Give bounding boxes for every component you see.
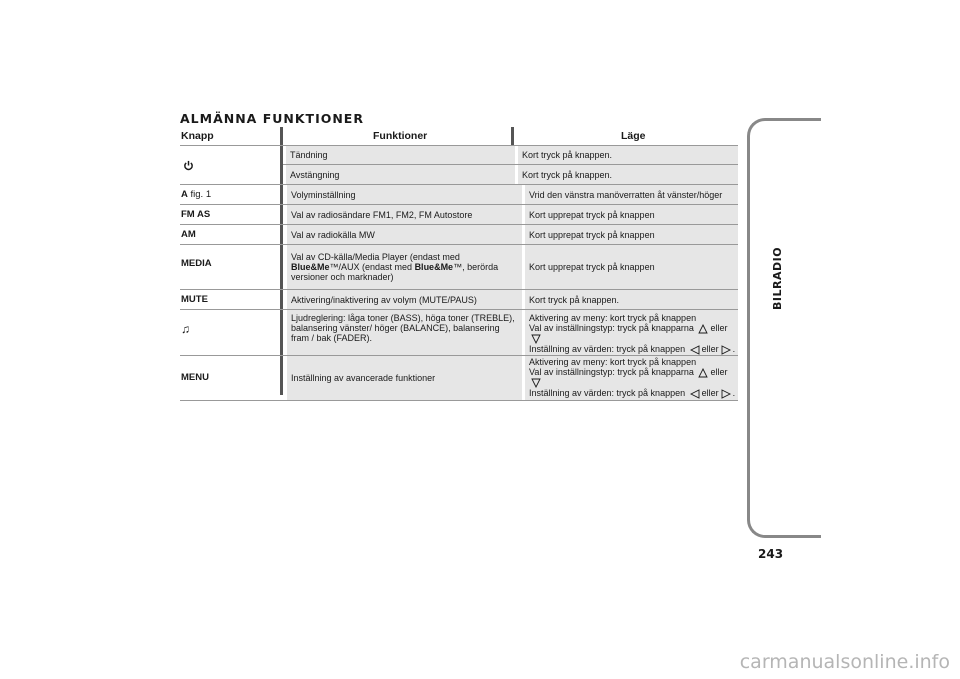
header-lage: Läge	[621, 130, 646, 142]
key-label: AM	[181, 228, 196, 240]
mode-text: Kort upprepat tryck på knappen	[529, 262, 655, 272]
left-triangle-icon	[690, 345, 700, 355]
header-knapp: Knapp	[181, 130, 214, 142]
left-triangle-icon	[690, 389, 700, 399]
key-label: FM AS	[181, 208, 211, 220]
mode-text: Kort upprepat tryck på knappen	[529, 209, 655, 220]
mode-text: Kort upprepat tryck på knappen	[529, 229, 655, 240]
key-label: MENU	[181, 372, 209, 383]
key-label: A	[181, 188, 188, 200]
function-text: Val av CD-källa/Media Player (endast med Blue&Me™/AUX (endast med Blue&Me™, berörda versioner och marknader)	[291, 252, 499, 282]
watermark: carmanualsonline.info	[739, 651, 950, 673]
header-funktioner: Funktioner	[373, 130, 428, 142]
table-row	[180, 146, 738, 185]
table-row	[180, 185, 738, 205]
mode-text: Kort tryck på knappen.	[522, 150, 613, 160]
table-row	[180, 205, 738, 225]
function-text: Val av radiokälla MW	[291, 229, 375, 240]
table-row	[180, 225, 738, 245]
right-triangle-icon	[721, 345, 731, 355]
mode-text: Kort tryck på knappen.	[522, 169, 613, 180]
function-text: Val av radiosändare FM1, FM2, FM Autostore	[291, 209, 473, 220]
down-triangle-icon	[531, 334, 541, 344]
function-text: Aktivering/inaktivering av volym (MUTE/PAUS)	[291, 294, 477, 305]
function-text: Tändning	[290, 150, 328, 160]
key-label: MEDIA	[181, 258, 212, 269]
up-triangle-icon	[698, 324, 708, 334]
mode-text: Aktivering av meny: kort tryck på knappen Val av inställningstyp: tryck på knapparna eller Inställning av värden: tryck på knappen eller .	[529, 357, 736, 399]
table-row	[180, 310, 738, 356]
function-text: Inställning av avancerade funktioner	[291, 373, 436, 383]
function-text: Ljudreglering: låga toner (BASS), höga toner (TREBLE), balansering vänster/ höger (BALANCE), balansering fram / bak (FADER).	[291, 313, 515, 343]
music-note-icon: ♫	[181, 322, 190, 336]
function-text: Volyminställning	[291, 189, 356, 200]
table-row	[180, 290, 738, 310]
page-number: 243	[758, 547, 784, 561]
right-triangle-icon	[721, 389, 731, 399]
key-label: MUTE	[181, 293, 208, 305]
mode-text: Kort tryck på knappen.	[529, 294, 620, 305]
table-row	[180, 356, 738, 401]
chapter-tab	[747, 118, 821, 538]
down-triangle-icon	[531, 378, 541, 388]
chapter-tab-label: BILRADIO	[771, 246, 784, 310]
mode-text: Aktivering av meny: kort tryck på knappen Val av inställningstyp: tryck på knapparna eller Inställning av värden: tryck på knappen eller .	[529, 313, 736, 355]
table-header	[180, 127, 738, 146]
section-title: ALMÄNNA FUNKTIONER	[180, 111, 364, 126]
figure-ref: fig. 1	[190, 188, 212, 200]
table-row	[180, 245, 738, 290]
power-icon	[183, 160, 194, 171]
power-key	[180, 146, 283, 184]
up-triangle-icon	[698, 368, 708, 378]
mode-text: Vrid den vänstra manöverratten åt vänster/höger	[529, 189, 723, 200]
functions-table	[180, 127, 738, 401]
function-text: Avstängning	[290, 169, 340, 180]
